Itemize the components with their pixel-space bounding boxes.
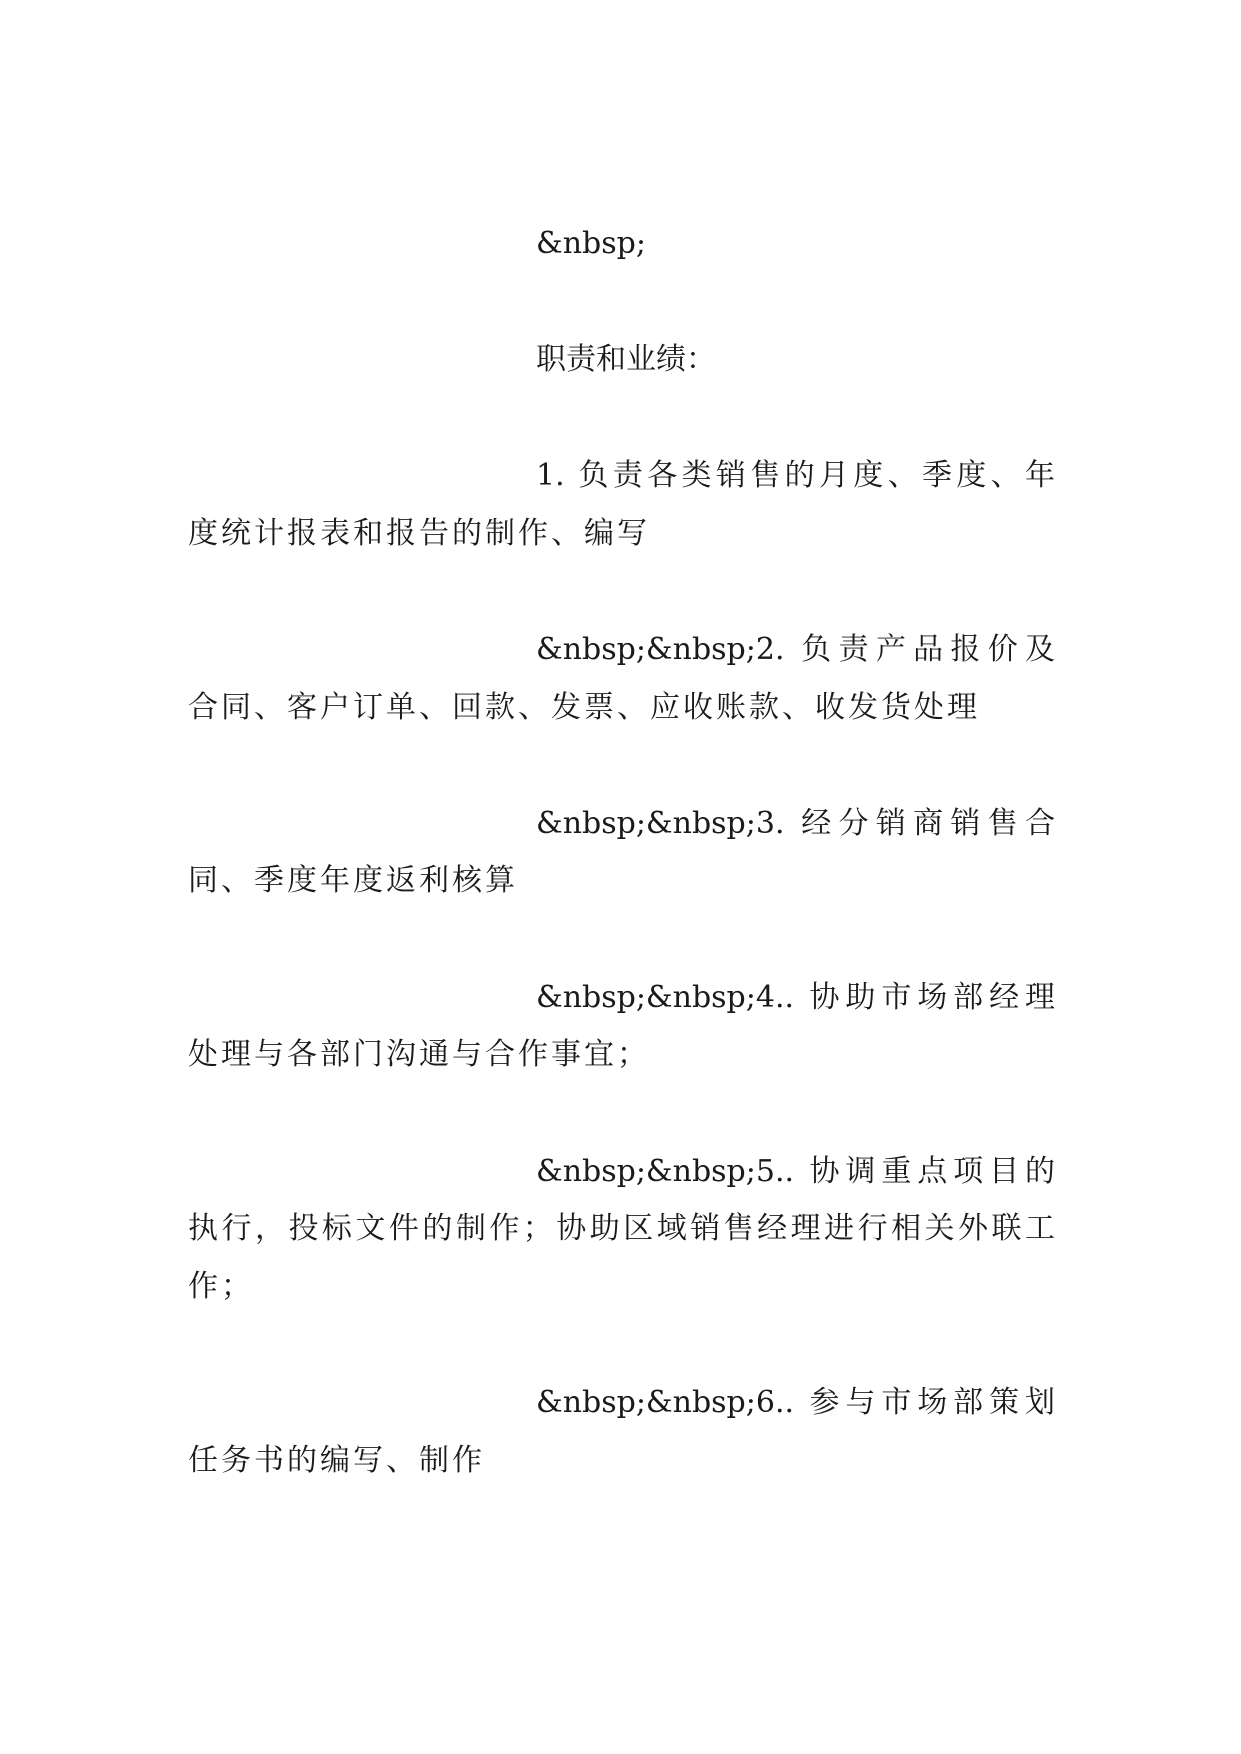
list-item-3-continuation: 同、季度年度返利核算	[188, 863, 518, 898]
list-item-6-first-line: &nbsp;&nbsp;6.. 参与市场部策划	[536, 1385, 1055, 1420]
list-item-1-first-line: 1. 负责各类销售的月度、季度、年	[536, 458, 1055, 493]
list-item-5-first-line: &nbsp;&nbsp;5.. 协调重点项目的	[536, 1154, 1055, 1189]
list-item-4-continuation: 处理与各部门沟通与合作事宜；	[188, 1037, 650, 1072]
list-item-6-continuation: 任务书的编写、制作	[188, 1443, 485, 1478]
list-item-1-continuation: 度统计报表和报告的制作、编写	[188, 516, 650, 551]
list-item-3-first-line: &nbsp;&nbsp;3. 经分销商销售合	[536, 806, 1055, 841]
list-item-4-first-line: &nbsp;&nbsp;4.. 协助市场部经理	[536, 980, 1055, 1015]
nbsp-line: &nbsp;	[536, 226, 646, 261]
list-item-2-continuation: 合同、客户订单、回款、发票、应收账款、收发货处理	[188, 690, 980, 725]
list-item-2-first-line: &nbsp;&nbsp;2. 负责产品报价及	[536, 632, 1055, 667]
list-item-5-continuation-1: 执行，投标文件的制作；协助区域销售经理进行相关外联工	[188, 1211, 1055, 1246]
list-item-5-continuation-2: 作；	[188, 1269, 254, 1304]
section-heading: 职责和业绩：	[536, 342, 716, 377]
